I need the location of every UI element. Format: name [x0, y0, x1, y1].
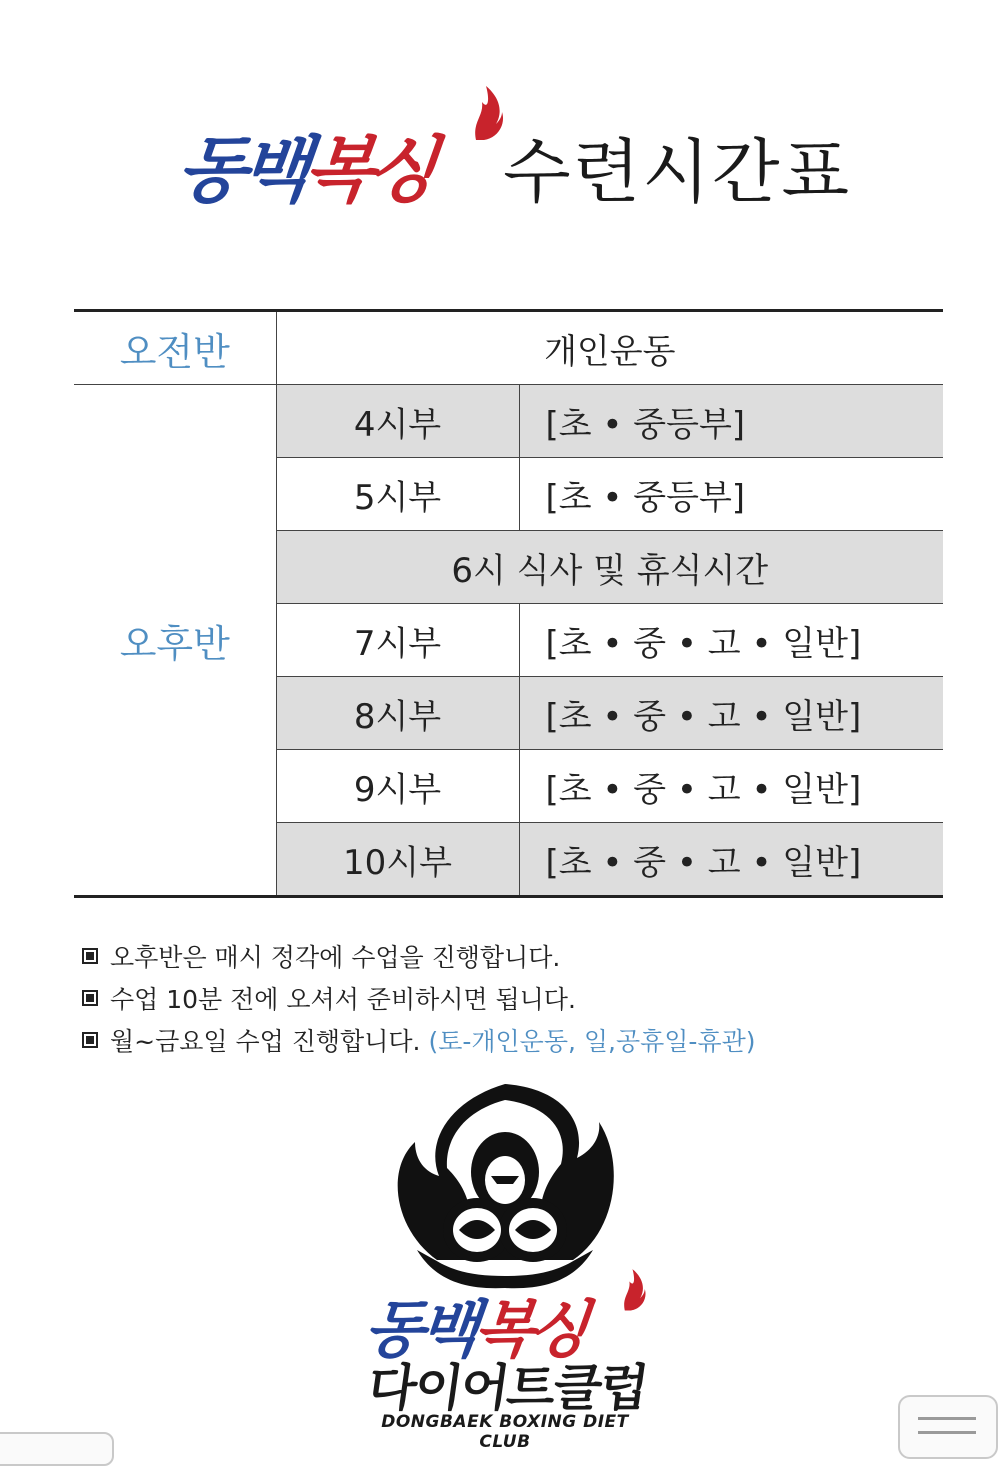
square-bullet-icon — [82, 1032, 98, 1048]
club-name-red: 복싱 — [470, 1293, 588, 1366]
note-text: 수업 10분 전에 오셔서 준비하시면 됩니다. — [110, 985, 576, 1014]
class-group: [초 • 중 • 고 • 일반] — [519, 750, 943, 823]
class-group: [초 • 중 • 고 • 일반] — [519, 823, 943, 897]
list-item — [82, 935, 962, 977]
class-time: 4시부 — [276, 385, 519, 458]
menu-line-icon — [918, 1431, 976, 1434]
class-group: [초 • 중 • 고 • 일반] — [519, 604, 943, 677]
flame-icon — [620, 1266, 648, 1312]
dongbaek-boxing-logo — [173, 112, 438, 216]
class-time: 5시부 — [276, 458, 519, 531]
note-text: 오후반은 매시 정각에 수업을 진행합니다. — [110, 943, 561, 972]
square-bullet-icon — [82, 990, 98, 1006]
class-time: 7시부 — [276, 604, 519, 677]
class-group: [초 • 중등부] — [519, 458, 943, 531]
schedule-table — [74, 309, 943, 898]
logo-text-red: 복싱 — [300, 128, 437, 212]
break-time: 6시 식사 및 휴식시간 — [276, 531, 943, 604]
class-time: 8시부 — [276, 677, 519, 750]
club-logo — [355, 1080, 655, 1452]
boxer-emblem-icon — [355, 1080, 655, 1295]
class-time: 10시부 — [276, 823, 519, 897]
class-time: 9시부 — [276, 750, 519, 823]
table-row — [74, 385, 943, 458]
header — [172, 82, 878, 213]
morning-row — [74, 311, 943, 385]
class-group: [초 • 중등부] — [519, 385, 943, 458]
club-english-name: DONGBAEK BOXING DIET CLUB — [381, 1412, 629, 1452]
square-bullet-icon — [82, 948, 98, 964]
list-item — [82, 1019, 962, 1061]
left-floating-tab[interactable] — [0, 1432, 114, 1466]
club-subtitle: 다이어트클럽 — [364, 1359, 651, 1417]
club-name-blue: 동백 — [360, 1293, 479, 1366]
note-highlight: (토-개인운동, 일,공휴일-휴관) — [428, 1027, 756, 1056]
list-item — [82, 977, 962, 1019]
logo-text-blue: 동백 — [172, 128, 309, 212]
session-morning: 오전반 — [74, 311, 276, 385]
page-title: 수련시간표 — [503, 131, 852, 213]
class-group: [초 • 중 • 고 • 일반] — [519, 677, 943, 750]
note-text: 월~금요일 수업 진행합니다. — [110, 1027, 421, 1056]
notes-list — [82, 935, 962, 1061]
flame-icon — [470, 82, 506, 142]
menu-button[interactable] — [898, 1395, 998, 1459]
morning-activity: 개인운동 — [276, 311, 943, 385]
menu-line-icon — [918, 1417, 976, 1420]
session-afternoon: 오후반 — [74, 385, 276, 897]
